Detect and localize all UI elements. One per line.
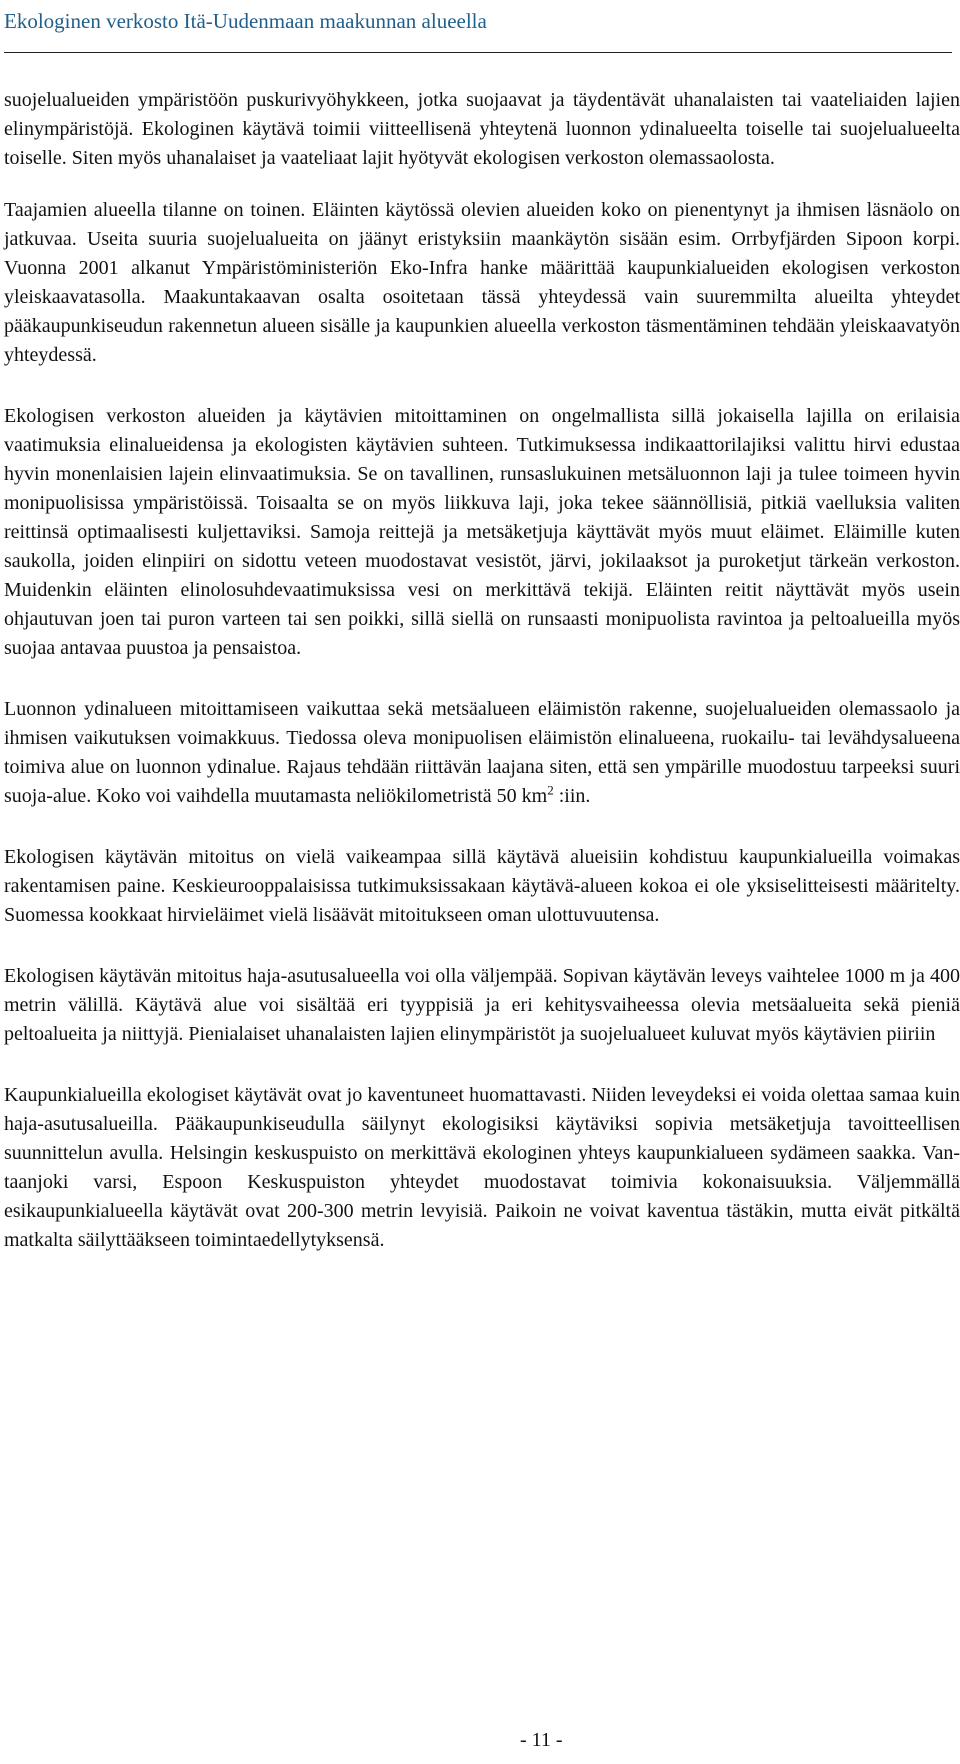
- paragraph-7: Kaupunkialueilla ekologiset käytävät ovat jo kaventuneet huomattavasti. Niiden leveydeksi ei voida olettaa samaa kuin haja-asutusalueilla. Pääkaupunkiseudulla säilynyt ekologisiksi käytäviksi sopivia metsäketjuja tavoitteellisen suunnittelun avulla. Helsingin keskuspuisto on merkittävä ekologinen yhteys kaupunkialueen sydämeen saakka. Vantaanjoki varsi, Espoon Keskuspuiston yhteydet muodostavat toimivia kokonaisuuksia. Väljemmällä esikaupunkialueella käytävät ovat 200-300 metrin levyisiä. Paikoin ne voivat kaventua tästäkin, mutta eivät pitkältä matkalta säilyttääkseen toimintaedellytyksensä.: [4, 1084, 960, 1251]
- paragraph-4: [4, 695, 960, 811]
- paragraph-5: Ekologisen käytävän mitoitus on vielä vaikeampaa sillä käytävä alueisiin kohdistuu kaupunkialueilla voimakas rakentamisen paine. Keskieurooppalaisissa tutkimuksissakaan käytävä-alueen kokoa ei ole yksiselitteisesti määritelty. Suomessa kookkaat hirvieläimet vielä lisäävät mitoitukseen oman ulottuvuutensa.: [4, 846, 960, 926]
- paragraph-1: suojelualueiden ympäristöön puskurivyöhykkeen, jotka suojaavat ja täydentävät uhanalaisten tai vaateliaiden lajien elinympäristöjä. Ekologinen käytävä toimii viitteellisenä yhteytenä luonnon ydinalueelta toiselle tai suojelualueelta toiselle. Siten myös uhanalaiset ja vaateliaat lajit hyötyvät ekologisen verkoston olemassaolosta.: [4, 89, 960, 169]
- paragraph-4-suffix: :iin.: [553, 785, 591, 807]
- superscript-2: 2: [547, 782, 554, 798]
- page-header: [4, 4, 952, 53]
- body-text: [4, 86, 960, 1287]
- paragraph-2: Taajamien alueella tilanne on toinen. Eläinten käytössä olevien alueiden koko on pienentynyt ja ihmisen läsnäolo on jatkuvaa. Useita suuria suojelualueita on jäänyt eristyksiin maankäytön sisään esim. Orrbyfjärden Sipoon korpi. Vuonna 2001 alkanut Ympäristöministeriön Eko-Infra hanke määrittää kaupunkialueiden ekologisen verkoston yleiskaavatasolla. Maakuntakaavan osalta osoitetaan tässä yhteydessä vain suuremmilta alueilta yhteydet pääkaupunkiseudun rakennetun alueen sisälle ja kaupunkien alueella verkoston täsmentäminen tehdään yleiskaavatyön yhteydessä.: [4, 199, 960, 366]
- paragraph-6: Ekologisen käytävän mitoitus haja-asutusalueella voi olla väljempää. Sopivan käytävän leveys vaihtelee 1000 m ja 400 metrin välillä. Käytävä alue voi sisältää eri tyyppisiä ja eri kehitysvaiheessa olevia metsäalueita sekä pieniä peltoalueita ja niittyjä. Pienialaiset uhanalaisten lajien elinympäristöt ja suojelualueet kuluvat myös käytävien piiriin: [4, 965, 960, 1045]
- page-number: - 11 -: [520, 1729, 563, 1751]
- paragraph-4-text: Luonnon ydinalueen mitoittamiseen vaikuttaa sekä metsäalueen eläimistön rakenne, suojelualueiden olemassaolo ja ihmisen vaikutuksen voimakkuus. Tiedossa oleva monipuolisen eläimistön elinalueena, ruokailu- tai levähdysalueena toimiva alue on luonnon ydinalue. Rajaus tehdään riittävän laajana siten, että sen ympärille muodostuu tarpeeksi suuri suoja-alue. Koko voi vaihdella muutamasta neliökilometristä 50 km: [4, 698, 960, 807]
- paragraph-3: Ekologisen verkoston alueiden ja käytävien mitoittaminen on ongelmallista sillä jokaisella lajilla on erilaisia vaatimuksia elinalueidensa ja ekologisten käytävien suhteen. Tutkimuksessa indikaattorilajiksi valittu hirvi edustaa hyvin monenlaisien lajein elinvaatimuksia. Se on tavallinen, runsaslukuinen metsäluonnon laji ja tulee toimeen hyvin monipuolisissa ympäristöissä. Toisaalta se on myös liikkuva laji, joka tekee säännöllisiä, pitkiä vaelluksia valiten reittinsä optimaalisesti kuljettaviksi. Samoja reittejä ja metsäketjuja käyttävät myös muut eläimet. Eläimille kuten saukolla, joiden elinpiiri on sidottu veteen muodostavat vesistöt, järvi, jokilaaksot ja puroketjut tärkeän verkoston. Muidenkin eläinten elinolosuhdevaatimuksissa vesi on merkittävä tekijä. Eläinten reitit näyttävät myös usein ohjautuvan joen tai puron varteen tai sen poikki, sillä siellä on runsaasti monipuolista ravintoa ja peltoalueilla myös suojaa antavaa puustoa ja pensaistoa.: [4, 405, 960, 659]
- header-title: Ekologinen verkosto Itä-Uudenmaan maakunnan alueella: [4, 9, 487, 33]
